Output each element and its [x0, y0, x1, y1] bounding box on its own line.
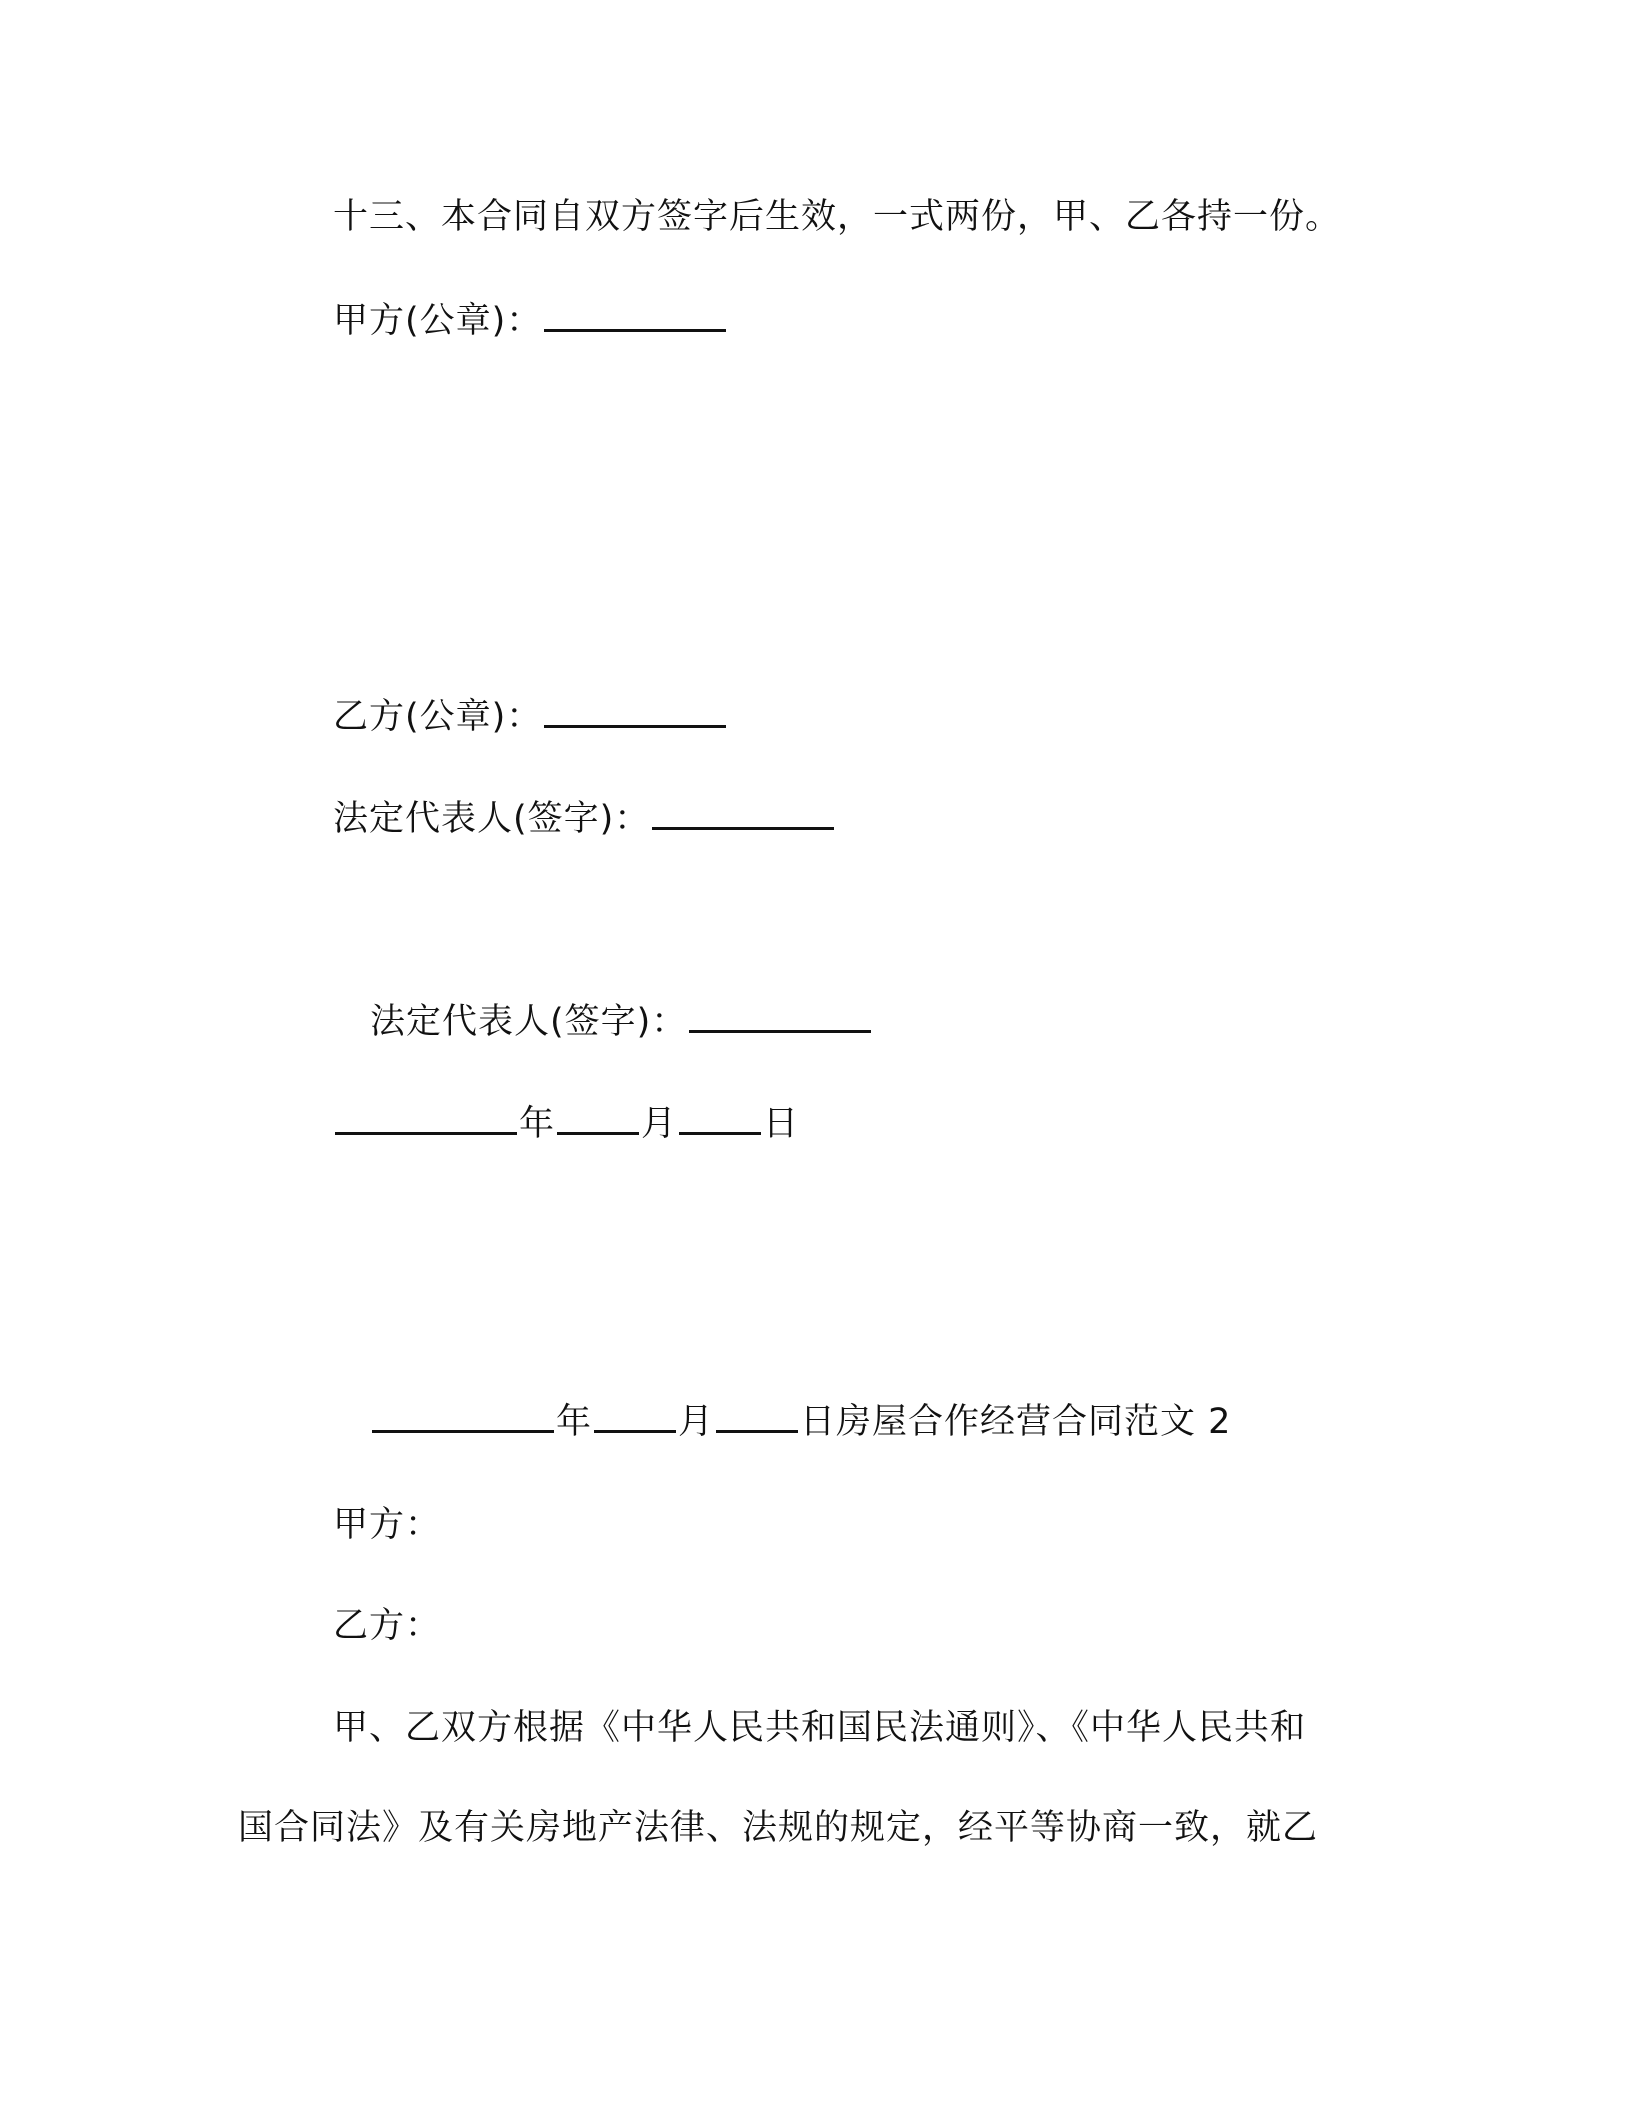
legal-rep-label-1: 法定代表人(签字)：: [333, 799, 651, 839]
date-line: [333, 1100, 799, 1148]
date-year-label: 年: [519, 1104, 556, 1144]
party-a-seal-label: 甲方(公章)：: [333, 301, 543, 341]
party-a-label: 甲方：: [333, 1505, 442, 1545]
legal-rep-line-2: [370, 998, 873, 1046]
title-month-label: 月: [678, 1402, 715, 1442]
party-b-label: 乙方：: [333, 1606, 442, 1646]
title-month-blank[interactable]: [594, 1400, 676, 1433]
next-contract-title: [370, 1398, 1231, 1446]
party-b-seal-line: [333, 693, 728, 741]
clause-13-text: 十三、本合同自双方签字后生效，一式两份，甲、乙各持一份。: [333, 197, 1342, 237]
date-year-blank[interactable]: [335, 1102, 517, 1135]
body-paragraph-line-1: [333, 1704, 1306, 1752]
party-a-seal-line: [333, 297, 728, 345]
body-text-1: 甲、乙双方根据《中华人民共和国民法通则》、《中华人民共和: [333, 1708, 1307, 1748]
party-b-line: [333, 1602, 441, 1650]
body-paragraph-line-2: [238, 1804, 1318, 1852]
legal-rep-label-2: 法定代表人(签字)：: [370, 1002, 688, 1042]
party-a-seal-blank[interactable]: [544, 299, 726, 332]
title-day-blank[interactable]: [716, 1400, 798, 1433]
legal-rep-line-1: [333, 795, 836, 843]
party-b-seal-label: 乙方(公章)：: [333, 697, 543, 737]
party-a-line: [333, 1501, 441, 1549]
legal-rep-blank-2[interactable]: [689, 1000, 871, 1033]
title-year-label: 年: [556, 1402, 593, 1442]
clause-13: [333, 193, 1341, 241]
legal-rep-blank-1[interactable]: [652, 797, 834, 830]
date-month-label: 月: [641, 1104, 678, 1144]
date-day-blank[interactable]: [679, 1102, 761, 1135]
title-year-blank[interactable]: [372, 1400, 554, 1433]
party-b-seal-blank[interactable]: [544, 695, 726, 728]
date-month-blank[interactable]: [557, 1102, 639, 1135]
title-rest-text: 日房屋合作经营合同范文 2: [800, 1402, 1232, 1442]
date-day-label: 日: [763, 1104, 800, 1144]
body-text-2: 国合同法》及有关房地产法律、法规的规定，经平等协商一致，就乙: [238, 1808, 1319, 1848]
